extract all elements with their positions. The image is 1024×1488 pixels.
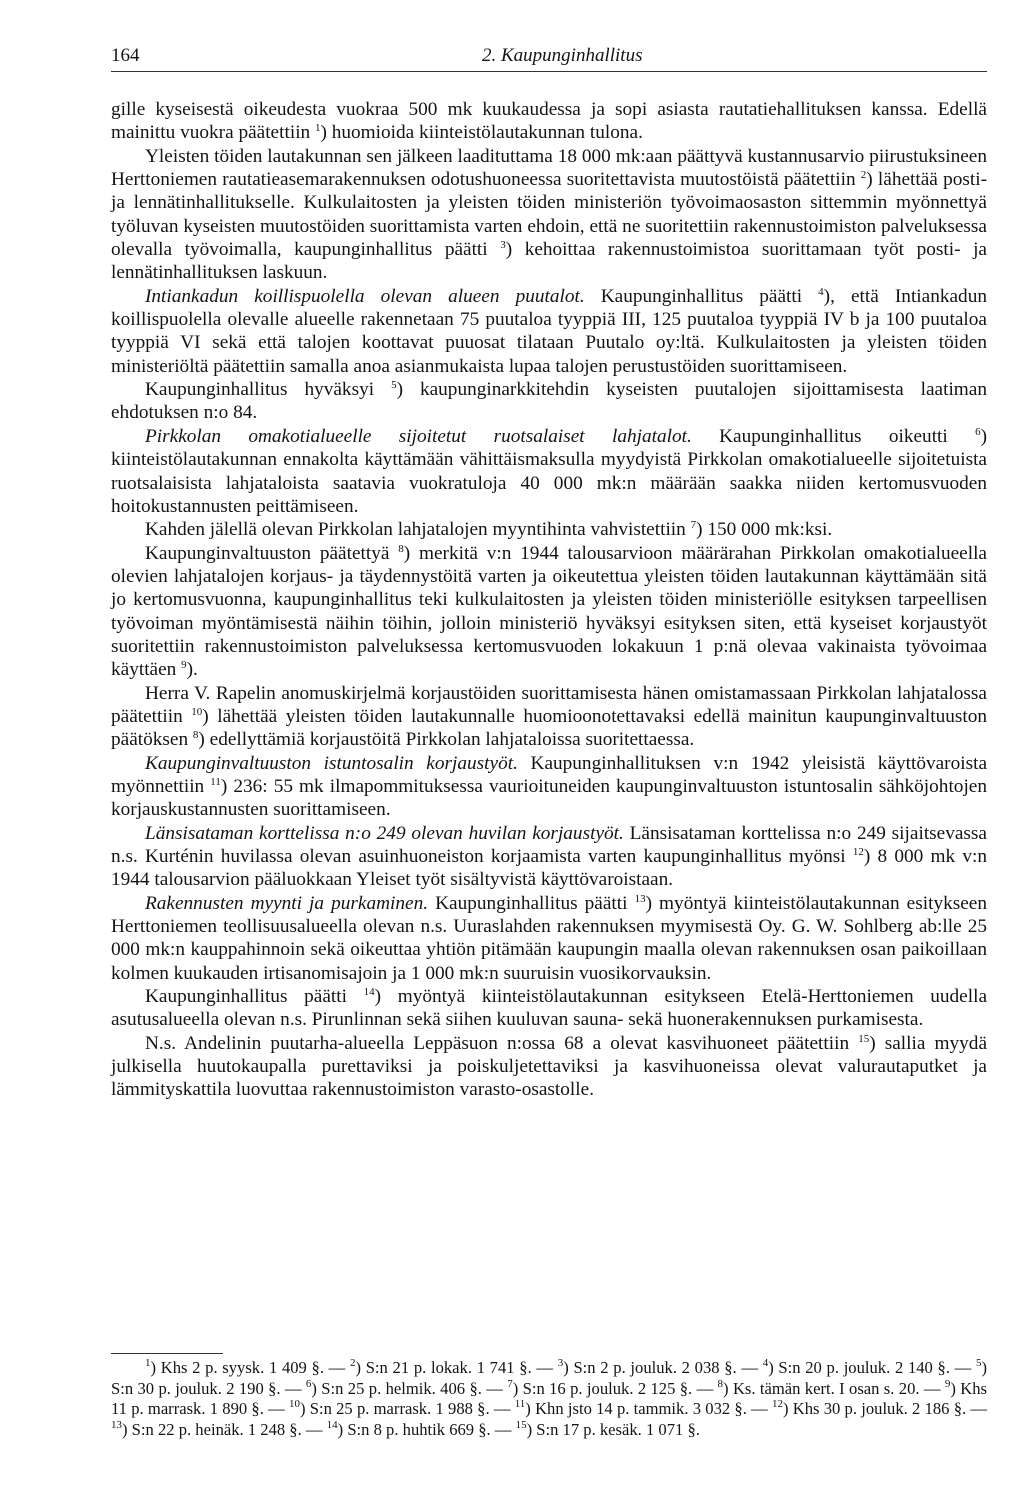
text-run: ) S:n 25 p. marrask. 1 988 §. — [299, 1399, 515, 1418]
text-run: Yleisten töiden lautakunnan sen jälkeen laadituttama 18 000 mk:aan päättyvä kustannusarvio piirustuksineen Herttoniemen rautatieasemarakennuksen odotushuoneessa suoritettavista muutostöistä päätettiin [111, 145, 987, 191]
footnote-ref: 7 [690, 519, 697, 532]
footnote-ref: 5 [391, 379, 397, 392]
footnote-ref: 1 [315, 122, 321, 135]
text-run: ) S:n 8 p. huhtik 669 §. — [337, 1419, 516, 1439]
footnote-ref: 2 [860, 169, 867, 182]
footnote-ref: 10 [191, 705, 203, 718]
text-run: ) Khs 11 p. marrask. 1 890 §. — [111, 1378, 987, 1418]
footnote-ref: 2 [349, 1357, 356, 1369]
footnote-ref: 8 [398, 542, 404, 555]
section-heading: Rakennusten myynti ja purkaminen. [145, 892, 429, 914]
text-run: Kaupunginhallitus hyväksyi [145, 379, 392, 401]
section-heading: Intiankadun koillispuolella olevan alueen puutalot. [145, 285, 585, 307]
footnote-ref: 8 [192, 729, 199, 742]
text-run: ) S:n 17 p. kesäk. 1 071 §. [526, 1419, 700, 1439]
footnotes [111, 1358, 987, 1440]
text-run: gille kyseisestä oikeudesta vuokraa 500 mk kuukaudessa ja sopi asiasta rautatiehallituksen kanssa. Edellä mainittu vuokra päätettiin [111, 99, 987, 144]
text-run: N.s. Andelinin puutarha-alueella Leppäsuon n:ossa 68 a olevat kasvihuoneet päätettiin [145, 1032, 859, 1054]
footnote-ref: 6 [975, 425, 981, 438]
header-rule [111, 71, 987, 72]
text-run: Kaupunginhallitus päätti [145, 986, 364, 1008]
body-text [111, 98, 987, 1102]
text-run: ) myöntyä kiinteistölautakunnan esitykseen Etelä-Herttoniemen uudella asutusalueella olevan n.s. Pirunlinnan sekä siihen kuuluvan sauna- sekä huonerakennuksen purkamisesta. [111, 986, 988, 1031]
paragraph [111, 378, 987, 425]
text-run: Länsisataman korttelissa n:o 249 sijaitsevassa n.s. Kurténin huvilassa olevan asuinhuoneiston korjaamista varten kaupunginhallitus myönsi [111, 822, 987, 867]
footnote-ref: 14 [363, 986, 375, 999]
text-run: ) 150 000 mk:ksi. [696, 519, 833, 541]
text-run: ) merkitä v:n 1944 talousarvioon määrärahan Pirkkolan omakotialueella olevien lahjatalojen korjaus- ja täydennystöitä varten ja oikeutettua yleisten töiden lautakunnan käyttämään sitä jo kertomusvuonna, kaupunginhallitus teki kulkulaitosten ja yleisten töiden ministeriölle esityksen tarpeellisen työvoiman myöntämisestä näihin töihin, jolloin ministeriö hyväksyi esityksen siten, että kyseiset korjaustyöt suoritettiin rakennustoimiston palveluksessa kertomusvuoden lokakuun 1 p:nä olevaa vakinaista työvoimaa käyttäen [111, 542, 987, 681]
text-run: ) lähettää yleisten töiden lautakunnalle huomioonotettavaksi edellä mainitun kaupunginvaltuuston päätöksen [111, 705, 987, 751]
text-run: ) Ks. tämän kert. I osan s. 20. — [723, 1378, 945, 1398]
section-heading: Kaupunginvaltuuston istuntosalin korjaustyöt. [145, 752, 518, 774]
footnote-block [111, 1358, 987, 1440]
footnote-ref: 15 [858, 1032, 870, 1045]
footnote-ref: 3 [500, 239, 506, 252]
text-run: ) S:n 2 p. jouluk. 2 038 §. — [563, 1358, 763, 1377]
footnote-ref: 15 [515, 1418, 527, 1431]
text-run: Kaupunginhallitus päätti [584, 285, 819, 307]
text-run: Kaupunginhallituksen v:n 1942 yleisistä käyttövaroista myönnettiin [111, 752, 988, 797]
footnote-ref: 7 [507, 1377, 513, 1390]
footnote-ref: 8 [717, 1377, 724, 1390]
paragraph [111, 518, 987, 541]
paragraph [111, 682, 987, 752]
text-run: Kaupunginhallitus oikeutti [691, 425, 976, 447]
text-run: ) myöntyä kiinteistölautakunnan esitykseen Herttoniemen teollisuusalueella olevan n.s. Uuraslahden rakennuksen myymisestä Oy. G. W. Sohlberg ab:lle 25 000 mk:n kauppahinnoin sekä oikeuttaa yhtiön pitämään kaupungin maalla olevan rakennuksen osan paikoillaan kolmen kuukauden irtisanomisajoin ja 1 000 mk:n suuruisin vuosikorvauksin. [111, 892, 987, 984]
text-run: ) Khs 30 p. jouluk. 2 186 §. — [782, 1399, 988, 1418]
paragraph [111, 985, 987, 1032]
text-run: ) edellyttämiä korjaustöitä Pirkkolan lahjataloissa suoritettaessa. [198, 729, 695, 751]
text-run: ) lähettää posti- ja lennätinhallitukselle. Kulkulaitosten ja yleisten töiden ministeriön työvoimaosaston sittemmin myönnettyä työluvan kyseisten muutostöiden suorittamista varten ehdoin, että ne suoritettiin rakennustoimiston palveluksessa olevalla työvoimalla, kaupunginhallitus päätti [111, 169, 987, 261]
text-run: ) S:n 20 p. jouluk. 2 140 §. — [768, 1358, 976, 1377]
footnote-ref: 11 [210, 775, 221, 788]
text-run: ) sallia myydä julkisella huutokaupalla purettaviksi ja poiskuljetettaviksi ja kasvihuoneissa olevat valurautaputket ja lämmityskattila luovuttaa rakennustoimiston varasto-osastolle. [111, 1032, 987, 1101]
section-heading: Pirkkolan omakotialueelle sijoitetut ruotsalaiset lahjatalot. [145, 425, 692, 447]
text-run: ) kaupunginarkkitehdin kyseisten puutalojen sijoittamisesta laatiman ehdotuksen n:o 84. [111, 379, 987, 424]
footnote-ref: 9 [944, 1377, 951, 1390]
text-run: ) huomioida kiinteistölautakunnan tulona. [320, 122, 643, 144]
footnote-ref: 13 [111, 1418, 122, 1431]
footnote-ref: 5 [975, 1357, 982, 1369]
book-page [111, 36, 988, 1439]
text-run: ) S:n 25 p. helmik. 406 §. — [311, 1378, 508, 1398]
paragraph [111, 892, 987, 985]
text-run: ) S:n 21 p. lokak. 1 741 §. — [355, 1358, 558, 1377]
text-run: ) 8 000 mk v:n 1944 talousarvion pääluokkaan Yleiset työt sisältyvistä käyttövaroistaan. [111, 846, 987, 891]
footnote-ref: 4 [762, 1357, 769, 1369]
footnote-ref: 1 [145, 1357, 151, 1369]
text-run: ) kehoittaa rakennustoimistoa suorittamaan työt posti- ja lennätinhallituksen laskuun. [111, 239, 987, 284]
paragraph [111, 542, 987, 682]
text-run: Herra V. Rapelin anomuskirjelmä korjaustöiden suorittamisesta hänen omistamassaan Pirkkolan lahjatalossa päätettiin [111, 682, 987, 727]
footnote-ref: 12 [771, 1398, 783, 1410]
footnote-ref: 4 [818, 285, 824, 298]
text-run: ) kiinteistölautakunnan ennakolta käyttämään vähittäismaksulla myydyistä Pirkkolan omakotialueelle sijoitetuista ruotsalaisista lahjataloista saatavia vuokratuloja 40 000 mk:n määrään saakka niiden kertomusvuoden hoitokustannusten peittämiseen. [111, 425, 987, 517]
paragraph [111, 98, 987, 145]
text-run: ) S:n 30 p. jouluk. 2 190 §. — [111, 1358, 988, 1398]
page-number: 164 [111, 45, 140, 66]
footnote-ref: 9 [181, 659, 187, 672]
text-run: ) Khs 2 p. syysk. 1 409 §. — [150, 1358, 350, 1377]
paragraph [111, 1032, 987, 1102]
text-run: Kaupunginvaltuuston päätettyä [145, 542, 399, 564]
text-run: Kaupunginhallitus päätti [428, 892, 635, 914]
running-title: 2. Kaupunginhallitus [482, 45, 643, 66]
footnote-ref: 6 [305, 1377, 312, 1390]
footnote-ref: 12 [852, 846, 864, 858]
paragraph [111, 285, 987, 378]
footnote-ref: 10 [288, 1398, 300, 1410]
footnote-rule [111, 1353, 223, 1354]
footnote-ref: 3 [557, 1357, 564, 1369]
running-header [111, 36, 987, 66]
paragraph [111, 425, 987, 518]
paragraph [111, 822, 987, 892]
text-run: ) S:n 22 p. heinäk. 1 248 §. — [122, 1419, 327, 1439]
text-run: ). [186, 659, 198, 681]
text-run: ), että Intiankadun koillispuolella olevalle alueelle rakennetaan 75 puutaloa tyyppiä III, 125 puutaloa tyyppiä IV b ja 100 puutaloa tyyppiä VI sekä että talojen koottavat puuosat tilataan Puutalo oy:ltä. Kulkulaitosten ja yleisten töiden ministeriöltä päätettiin samalla anoa asianmukaista lupaa talojen perustustöiden suorittamiseen. [111, 285, 987, 377]
text-run: Kahden jälellä olevan Pirkkolan lahjatalojen myyntihinta vahvistettiin [145, 519, 691, 541]
footnote-ref: 14 [326, 1418, 338, 1431]
text-run: ) Khn jsto 14 p. tammik. 3 032 §. — [525, 1399, 772, 1418]
footnote-ref: 13 [634, 892, 646, 905]
section-heading: Länsisataman korttelissa n:o 249 olevan huvilan korjaustyöt. [145, 822, 624, 844]
paragraph [111, 145, 987, 285]
text-run: ) S:n 16 p. jouluk. 2 125 §. — [512, 1378, 718, 1398]
footnote-ref: 11 [514, 1398, 526, 1410]
text-run: ) 236: 55 mk ilmapommituksessa vaurioituneiden kaupunginvaltuuston istuntosalin sähköjohtojen korjauskustannusten suorittamiseen. [111, 775, 987, 821]
paragraph [111, 752, 987, 822]
